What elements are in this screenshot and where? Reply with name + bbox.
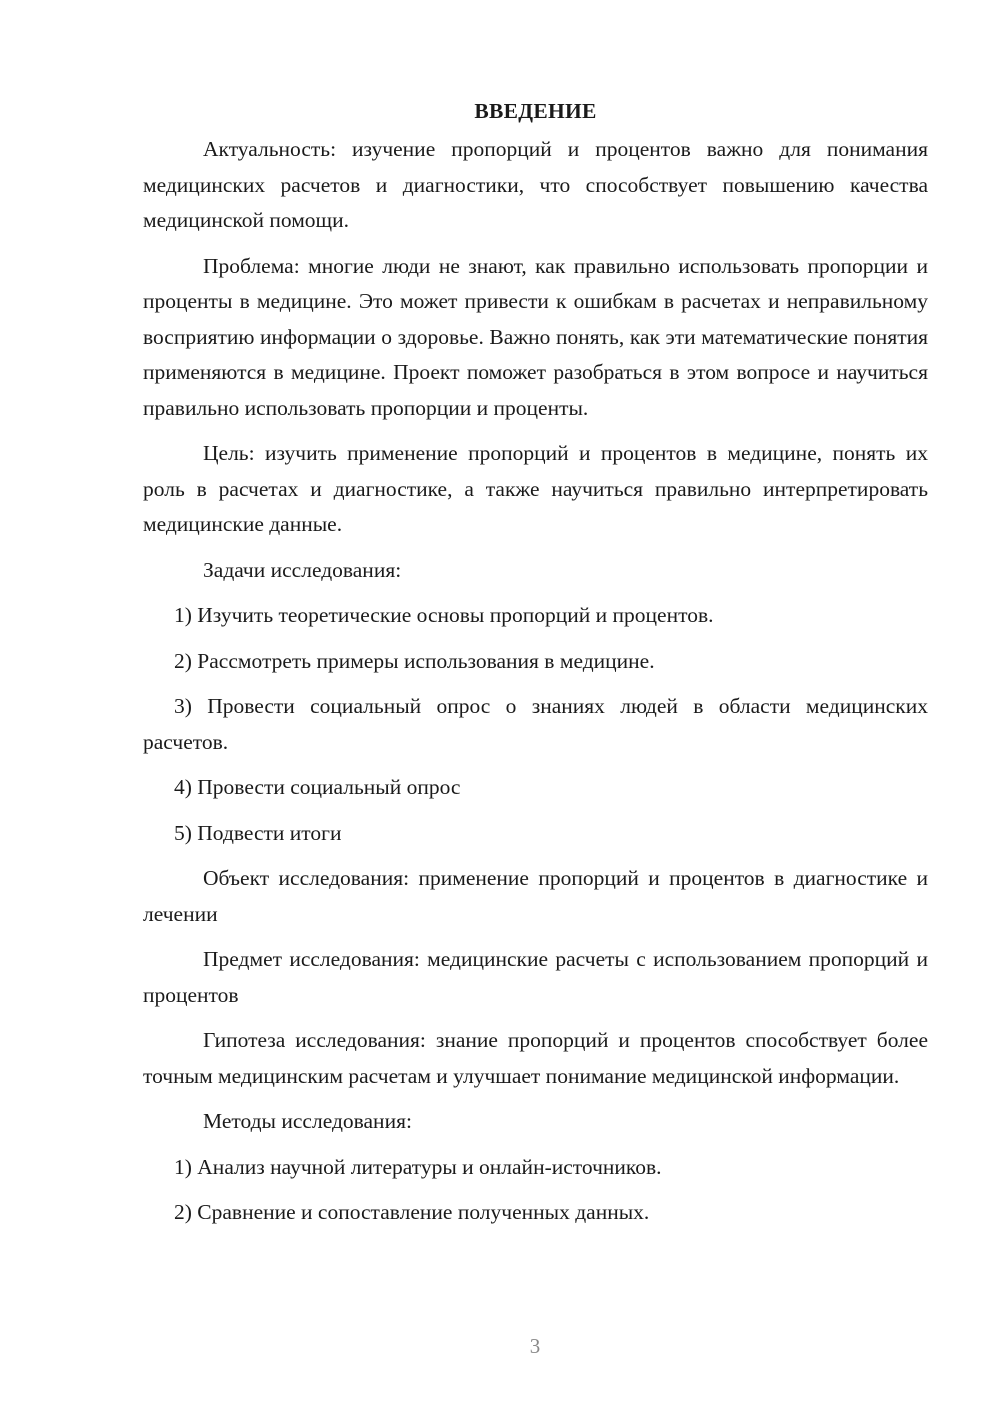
task-item: 4) Провести социальный опрос <box>174 775 461 799</box>
method-item: 2) Сравнение и сопоставление полученных данных. <box>174 1200 650 1224</box>
hypothesis-paragraph: Гипотеза исследования: знание пропорций и процентов способствует более точным медицинским расчетам и улучшает понимание медицинской информации. <box>143 1028 928 1088</box>
task-item: 2) Рассмотреть примеры использования в медицине. <box>174 648 655 673</box>
method-item: 1) Анализ научной литературы и онлайн-источников. <box>174 1154 662 1179</box>
page-content <box>143 96 928 1241</box>
task-item: 5) Подвести итоги <box>174 820 342 845</box>
goal-paragraph: Цель: изучить применение пропорций и процентов в медицине, понять их роль в расчетах и диагностике, а также научиться правильно интерпретировать медицинские данные. <box>143 441 928 536</box>
problem-paragraph: Проблема: многие люди не знают, как правильно использовать пропорции и проценты в медицине. Это может привести к ошибкам в расчетах и неправильному восприятию информации о здоровье. Важно понять, как эти математические понятия применяются в медицине. Проект поможет разобраться в этом вопросе и научиться правильно использовать пропорции и проценты. <box>143 253 928 420</box>
page-title: ВВЕДЕНИЕ <box>474 99 597 123</box>
page-number: 3 <box>529 1334 541 1358</box>
tasks-heading: Задачи исследования: <box>203 557 402 582</box>
relevance-paragraph: Актуальность: изучение пропорций и процентов важно для понимания медицинских расчетов и диагностики, что способствует повышению качества медицинской помощи. <box>143 137 928 232</box>
task-item: 1) Изучить теоретические основы пропорций и процентов. <box>174 603 714 627</box>
object-paragraph: Объект исследования: применение пропорций и процентов в диагностике и лечении <box>143 866 928 926</box>
subject-paragraph: Предмет исследования: медицинские расчеты с использованием пропорций и процентов <box>143 947 928 1007</box>
methods-heading: Методы исследования: <box>203 1109 412 1133</box>
task-item: 3) Провести социальный опрос о знаниях людей в области медицинских расчетов. <box>143 694 928 754</box>
